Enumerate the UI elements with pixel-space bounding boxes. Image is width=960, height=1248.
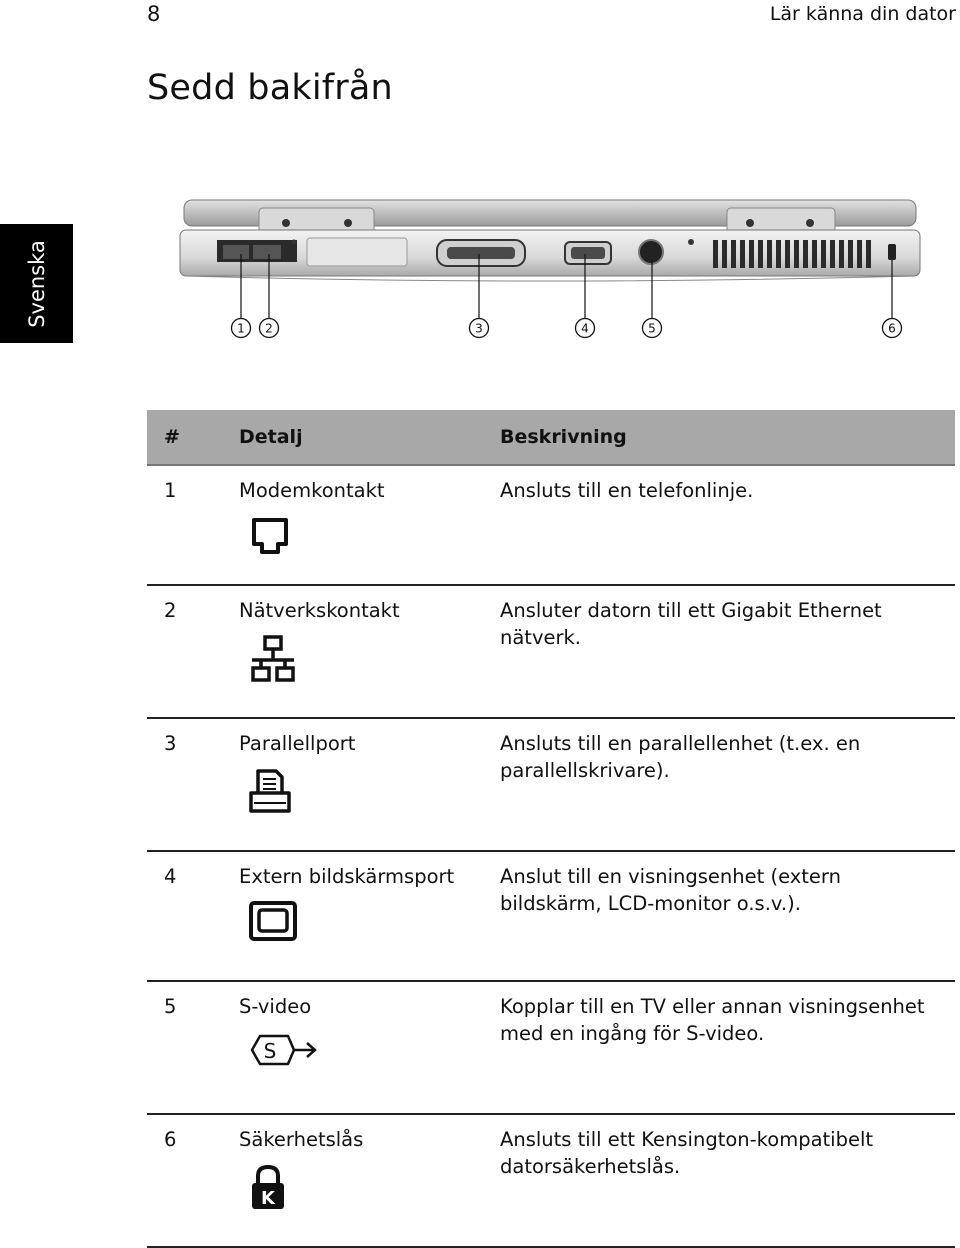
row-description: Ansluts till en telefonlinje. xyxy=(500,479,754,502)
row-num: 4 xyxy=(164,865,177,888)
table-row xyxy=(147,982,955,1115)
row-num: 1 xyxy=(164,479,177,502)
header-num: # xyxy=(164,426,180,448)
callout-2: 2 xyxy=(265,321,273,336)
language-tab-label: Svenska xyxy=(24,239,49,328)
lock-letter: K xyxy=(261,1188,275,1209)
page-number: 8 xyxy=(147,2,161,26)
row-description: Anslut till en visningsenhet (extern bildskärm, LCD-monitor o.s.v.). xyxy=(500,865,841,915)
callout-1: 1 xyxy=(237,321,245,336)
row-description: Ansluts till en parallellenhet (t.ex. en parallellskrivare). xyxy=(500,732,861,782)
table-row xyxy=(147,466,955,586)
table-row xyxy=(147,586,955,719)
page-title: Sedd bakifrån xyxy=(147,68,393,108)
table-row xyxy=(147,719,955,852)
laptop-body xyxy=(180,200,920,281)
row-num: 6 xyxy=(164,1128,177,1151)
row-detail: Extern bildskärmsport xyxy=(239,865,455,888)
callout-5: 5 xyxy=(648,321,656,336)
modem-jack-icon xyxy=(248,514,292,558)
row-description: Ansluts till ett Kensington-kompatibelt datorsäkerhetslås. xyxy=(500,1128,874,1178)
monitor-icon xyxy=(248,900,298,942)
callout-3: 3 xyxy=(475,321,483,336)
rear-ports-table xyxy=(147,410,955,1248)
row-description: Kopplar till en TV eller annan visningsenhet med en ingång för S-video. xyxy=(500,995,925,1045)
header-description: Beskrivning xyxy=(500,426,627,448)
callout-4: 4 xyxy=(581,321,589,336)
printer-icon xyxy=(248,767,292,815)
s-video-letter: S xyxy=(263,1039,277,1063)
language-tab xyxy=(0,224,73,343)
table-row xyxy=(147,1115,955,1248)
row-num: 5 xyxy=(164,995,177,1018)
laptop-rear-view-figure xyxy=(147,190,937,350)
row-detail: Nätverkskontakt xyxy=(239,599,400,622)
running-head: Lär känna din dator xyxy=(769,3,956,25)
network-icon xyxy=(248,634,298,686)
s-video-icon xyxy=(248,1030,320,1070)
row-detail: Parallellport xyxy=(239,732,356,755)
row-detail: Säkerhetslås xyxy=(239,1128,364,1151)
row-description: Ansluter datorn till ett Gigabit Ethernet nätverk. xyxy=(500,599,882,649)
kensington-lock-icon xyxy=(248,1163,288,1213)
row-detail: S-video xyxy=(239,995,312,1018)
row-num: 2 xyxy=(164,599,177,622)
header-detail: Detalj xyxy=(239,426,303,448)
row-num: 3 xyxy=(164,732,177,755)
row-detail: Modemkontakt xyxy=(239,479,385,502)
callout-6: 6 xyxy=(888,321,896,336)
table-row xyxy=(147,852,955,982)
callout-markers xyxy=(232,319,902,338)
table-header xyxy=(147,410,955,466)
